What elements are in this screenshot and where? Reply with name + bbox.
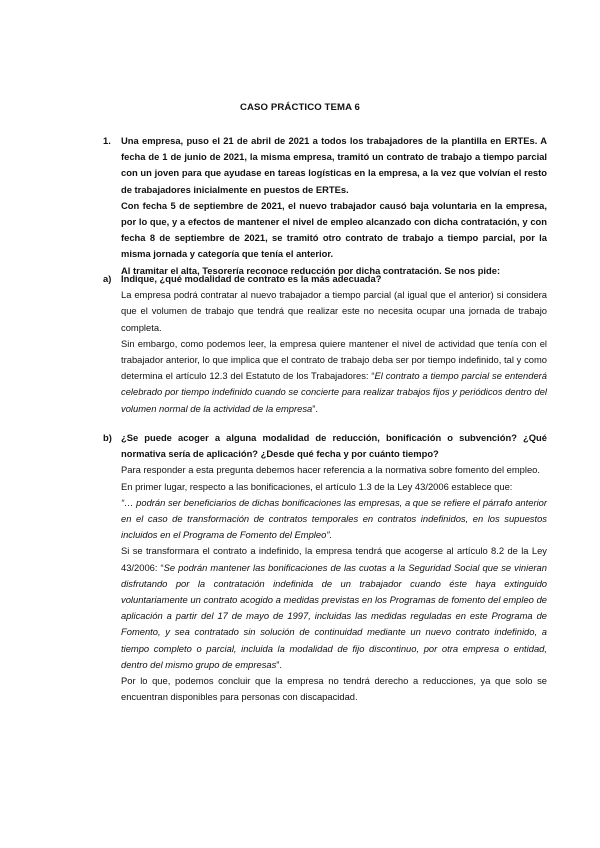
- part-a-section: [121, 271, 547, 417]
- part-b-section: [121, 430, 547, 705]
- statement-paragraph-3: Al tramitar el alta, Tesorería reconoce reducción por dicha contratación. Se nos pide:: [121, 264, 501, 276]
- question-1-number: 1.: [103, 135, 111, 146]
- part-b-question: ¿Se puede acoger a alguna modalidad de reducción, bonificación o subvención? ¿Qué normativa sería de aplicación? ¿Desde qué fecha y por cuánto tiempo?: [121, 432, 547, 460]
- part-b-paragraph-3: Si se transformara el contrato a indefinido, la empresa tendrá que acogerse al artículo 8.2 de la Ley 43/2006: “Se podrán mantener las bonificaciones de las cuotas a la Seguridad Social que se vinieran disfrutando por la contratación indefinida de un trabajador cuando éste haya extinguido voluntariamente un contrato acogido a medidas previstas en los Programas de fomento del empleo de aplicación a partir del 17 de mayo de 1997, incluidas las medidas reguladas en este Programa de Fomento, y sea contratado sin solución de continuidad mediante un nuevo contrato indefinido, a tiempo completo o parcial, incluida la modalidad de fijo discontinuo, por otra empresa o entidad, dentro del mismo grupo de empresas”.: [121, 545, 547, 670]
- legal-quote: El contrato a tiempo parcial se entenderá celebrado por tiempo indefinido cuando se concierte para realizar trabajos fijos y periódicos dentro del volumen normal de la actividad de la empresa: [121, 370, 547, 414]
- part-a-answer-1: La empresa podrá contratar al nuevo trabajador a tiempo parcial (al igual que el anterior) si considera que el volumen de trabajo que tendrá que realizar este no necesita ocupar una jornada de trabajo completa.: [121, 289, 547, 333]
- part-b-marker: b): [103, 432, 112, 443]
- legal-quote: Se podrán mantener las bonificaciones de las cuotas a la Seguridad Social que se vinieran disfrutando por la contratación indefinida de un trabajador cuando éste haya extinguido voluntariamente un contrato acogido a medidas previstas en los Programas de fomento del empleo de aplicación a partir del 17 de mayo de 1997, incluidas las medidas reguladas en este Programa de Fomento, y sea contratado sin solución de continuidad mediante un nuevo contrato indefinido, a tiempo completo o parcial, incluida la modalidad de fijo discontinuo, por otra empresa o entidad, dentro del mismo grupo de empresas: [121, 561, 547, 670]
- part-b-legal-quote-1: “… podrán ser beneficiarios de dichas bonificaciones las empresas, a que se refiere el párrafo anterior en el caso de transformación de contratos temporales en contratos indefinidos, en los supuestos incluidos en el Programa de Fomento del Empleo”.: [121, 496, 547, 541]
- part-b-paragraph-2: En primer lugar, respecto a las bonificaciones, el artículo 1.3 de la Ley 43/2006 establece que:: [121, 480, 513, 492]
- part-a-marker: a): [103, 273, 112, 284]
- document-title: CASO PRÁCTICO TEMA 6: [240, 102, 360, 113]
- part-a-question: Indique, ¿qué modalidad de contrato es la más adecuada?: [121, 273, 382, 284]
- statement-paragraph-1: Una empresa, puso el 21 de abril de 2021 a todos los trabajadores de la plantilla en ERTEs. A fecha de 1 de junio de 2021, la misma empresa, tramitó un contrato de trabajo a tiempo parcial con un joven para que ayudase en tareas logísticas en la empresa, a la vez que volvían el resto de trabajadores inicialmente en puestos de ERTEs.: [121, 135, 548, 195]
- date-highlight: 5 de septiembre de 2021: [170, 199, 283, 211]
- statement-paragraph-2: Con fecha 5 de septiembre de 2021, el nuevo trabajador causó baja voluntaria en la empresa, por lo que, y a efectos de mantener el nivel de empleo alcanzado con dicha contratación, y con fecha 8 de septiembre de 2021, se tramitó otro contrato de trabajo a tiempo parcial, por la misma jornada y categoría que tenía el anterior.: [121, 199, 547, 260]
- part-b-conclusion: Por lo que, podemos concluir que la empresa no tendrá derecho a reducciones, ya que solo se encuentran disponibles para personas con discapacidad.: [121, 675, 547, 703]
- part-b-paragraph-1: Para responder a esta pregunta debemos hacer referencia a la normativa sobre fomento del empleo.: [121, 464, 540, 476]
- part-a-answer-2: Sin embargo, como podemos leer, la empresa quiere mantener el nivel de actividad que tenía con el trabajador anterior, lo que implica que el contrato de trabajo deba ser por tiempo indefinido, tal y como determina el artículo 12.3 del Estatuto de los Trabajadores: “El contrato a tiempo parcial se entenderá celebrado por tiempo indefinido cuando se concierte para realizar trabajos fijos y periódicos dentro del volumen normal de la actividad de la empresa”.: [121, 337, 547, 414]
- date-highlight: 8 de septiembre de 2021: [149, 232, 266, 244]
- date-highlight: 21 de abril de 2021: [223, 135, 310, 146]
- date-highlight: 1 de junio de 2021: [162, 151, 245, 163]
- question-1-statement: [121, 133, 547, 279]
